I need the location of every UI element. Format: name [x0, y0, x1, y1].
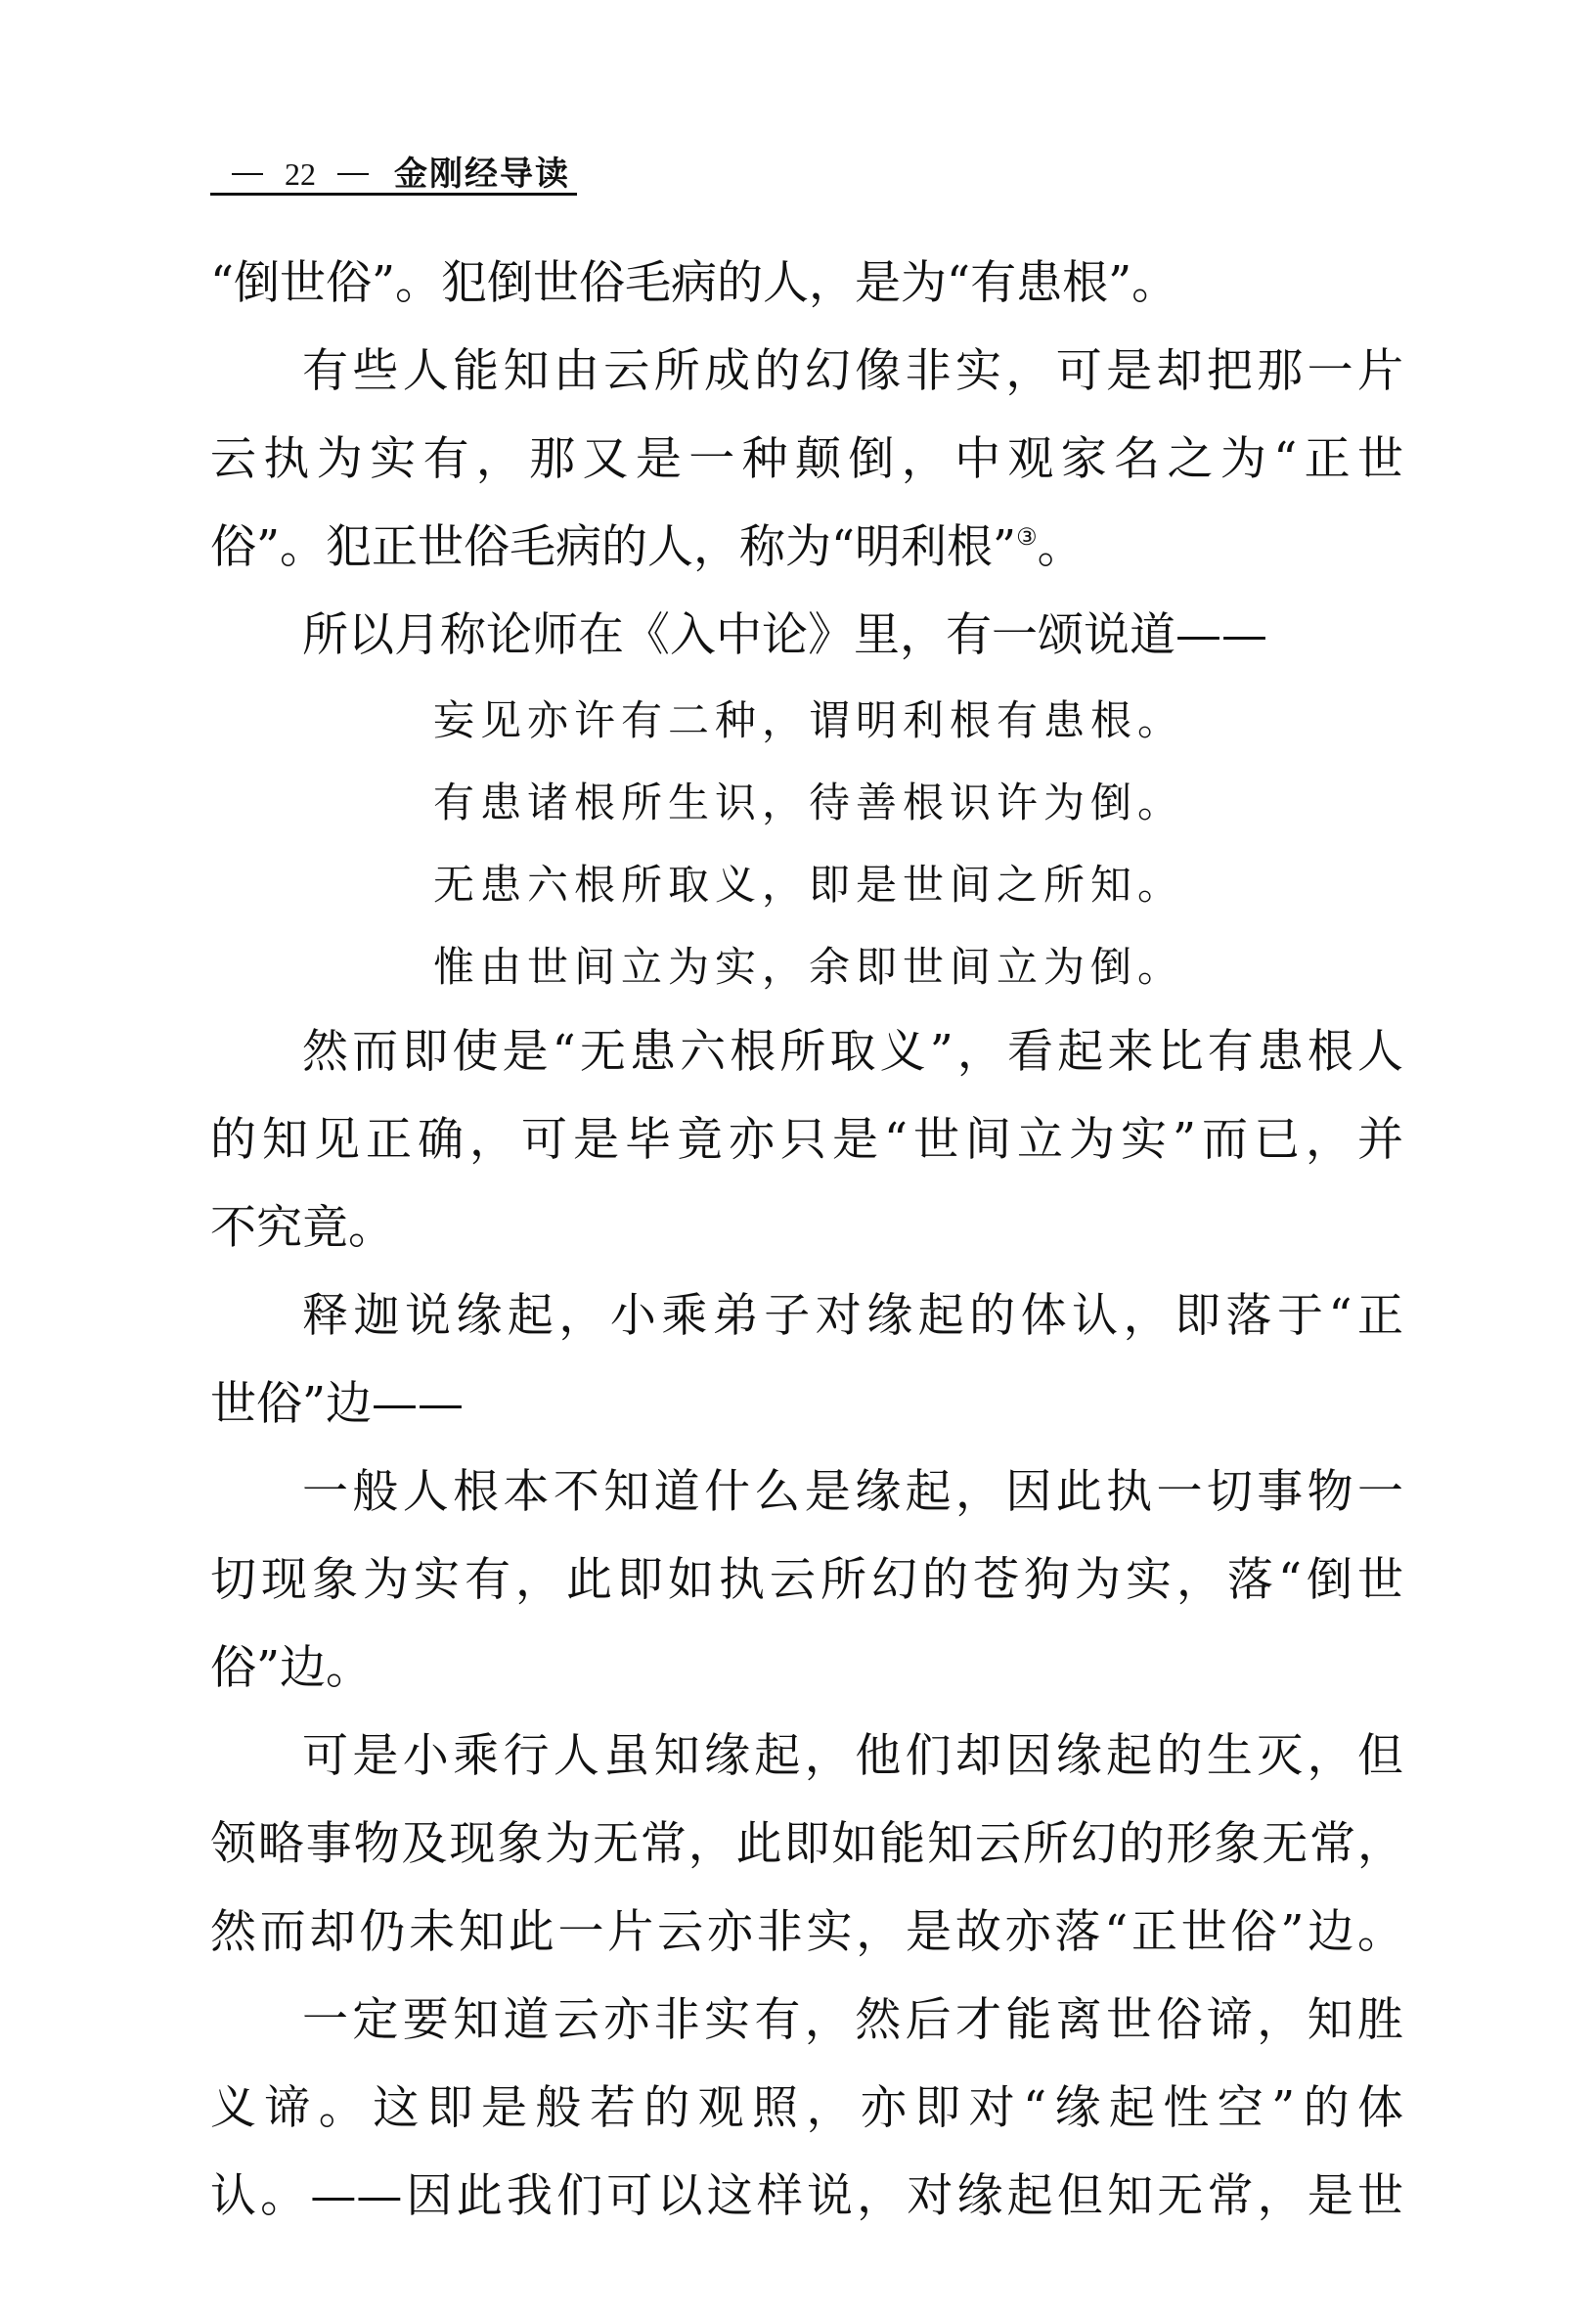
- text-line: 领略事物及现象为无常，此即如能知云所幻的形象无常，: [210, 1817, 1403, 1871]
- header-dash-left: [232, 173, 263, 175]
- verse-line: 无患六根所取义，即是世间之所知。: [433, 861, 1185, 909]
- text-line: 不究竟。: [210, 1201, 394, 1255]
- verse-line: 有患诸根所生识，待善根识许为倒。: [433, 779, 1185, 826]
- text-line: 切现象为实有，此即如执云所幻的苍狗为实，落“倒世: [210, 1553, 1403, 1607]
- text-line-with-note: [210, 504, 1403, 592]
- text-line: 所以月称论师在《入中论》里，有一颂说道——: [302, 608, 1267, 662]
- text-line: 的知见正确，可是毕竟亦只是“世间立为实”而已，并: [210, 1113, 1403, 1167]
- book-title: 金刚经导读: [394, 155, 570, 194]
- text-line: 认。——因此我们可以这样说，对缘起但知无常，是世: [210, 2169, 1403, 2223]
- text-line: 可是小乘行人虽知缘起，他们却因缘起的生灭，但: [302, 1729, 1403, 1783]
- text-line: 释迦说缘起，小乘弟子对缘起的体认，即落于“正: [302, 1289, 1403, 1343]
- text-line: 俗”边。: [210, 1641, 373, 1695]
- running-header: [210, 147, 570, 195]
- text-line: 然而即使是“无患六根所取义”，看起来比有患根人: [302, 1025, 1403, 1079]
- text-line: 义谛。这即是般若的观照，亦即对“缘起性空”的体: [210, 2081, 1403, 2135]
- text-line: 世俗”边——: [210, 1377, 465, 1431]
- page-number: 22: [285, 156, 316, 192]
- text-line: 有些人能知由云所成的幻像非实，可是却把那一片: [302, 344, 1403, 398]
- verse-line: 惟由世间立为实，余即世间立为倒。: [433, 943, 1185, 991]
- text-line: 然而却仍未知此一片云亦非实，是故亦落“正世俗”边。: [210, 1905, 1403, 1959]
- header-dash-right: [337, 173, 369, 175]
- header-rule: [210, 193, 577, 196]
- text-line: 一定要知道云亦非实有，然后才能离世俗谛，知胜: [302, 1993, 1403, 2047]
- text-line: “倒世俗”。犯倒世俗毛病的人，是为“有患根”。: [210, 256, 1178, 310]
- text-line: 云执为实有，那又是一种颠倒，中观家名之为“正世: [210, 432, 1403, 486]
- footnote-marker[interactable]: ③: [1016, 523, 1038, 551]
- verse-line: 妄见亦许有二种，谓明利根有患根。: [433, 696, 1185, 744]
- text-line: 一般人根本不知道什么是缘起，因此执一切事物一: [302, 1465, 1403, 1519]
- text-line-tail: 。: [1037, 520, 1084, 574]
- text-line-content: 俗”。犯正世俗毛病的人，称为“明利根”: [210, 520, 1017, 574]
- page-body: [210, 240, 1403, 2241]
